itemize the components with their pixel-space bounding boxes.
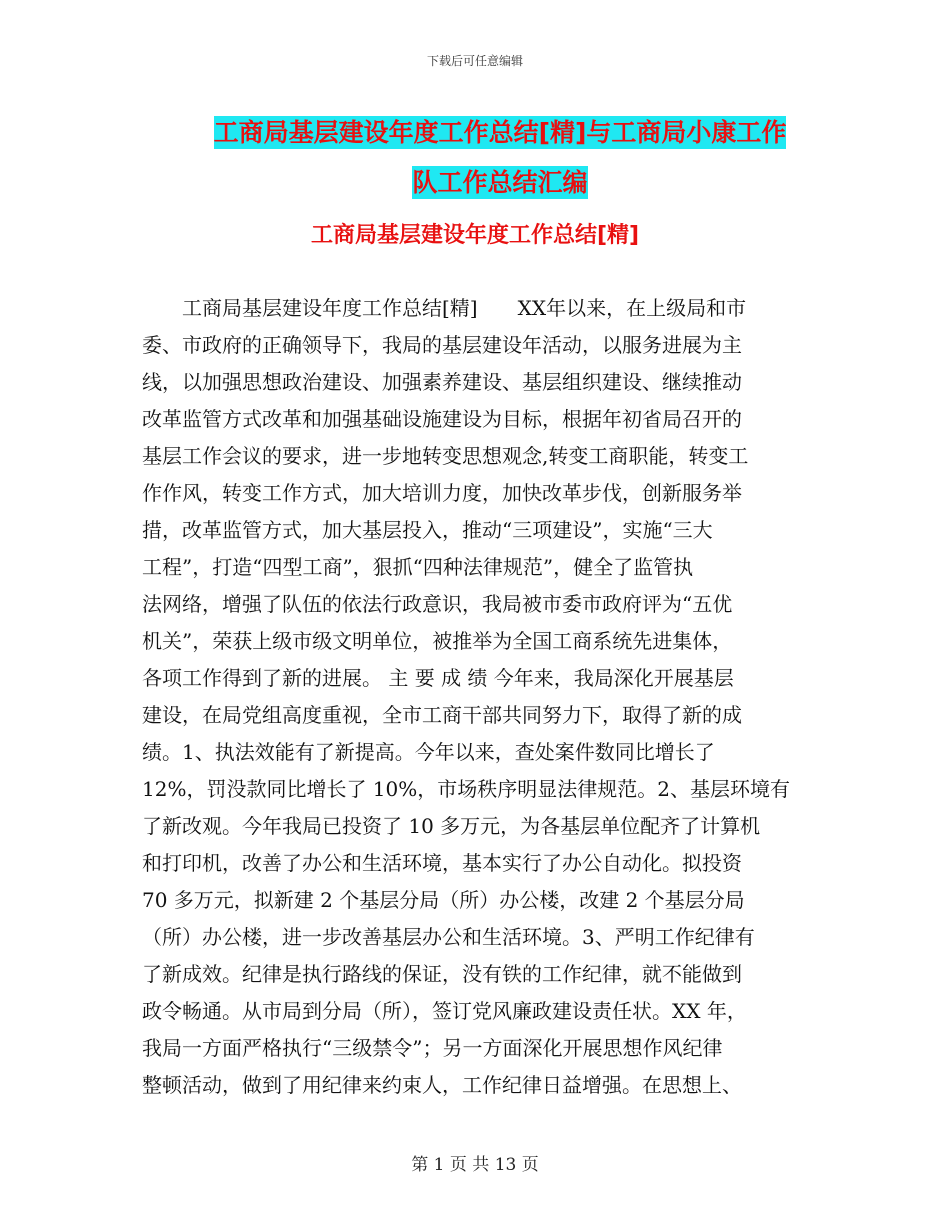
body-line: 70 多万元，拟新建 2 个基层分局（所）办公楼，改建 2 个基层分局 xyxy=(142,888,745,912)
body-paragraph xyxy=(142,290,814,1104)
section-title: 工商局基层建设年度工作总结[精] xyxy=(310,223,640,248)
page-footer: 第 1 页 共 13 页 xyxy=(411,1155,539,1175)
header-note: 下载后可任意编辑 xyxy=(426,54,523,68)
body-line: 线，以加强思想政治建设、加强素养建设、基层组织建设、继续推动 xyxy=(142,370,742,394)
body-line: 绩。1、执法效能有了新提高。今年以来，查处案件数同比增长了 xyxy=(142,740,715,764)
body-line: 了新改观。今年我局已投资了 10 多万元，为各基层单位配齐了计算机 xyxy=(142,814,761,838)
body-line: 和打印机，改善了办公和生活环境，基本实行了办公自动化。拟投资 xyxy=(142,851,742,875)
body-line: 工程”，打造“四型工商”，狠抓“四种法律规范”，健全了监管执 xyxy=(142,555,694,579)
body-line: 12%，罚没款同比增长了 10%，市场秩序明显法律规范。2、基层环境有 xyxy=(142,777,790,801)
body-line: 建设，在局党组高度重视，全市工商干部共同努力下，取得了新的成 xyxy=(142,703,742,727)
body-line: 改革监管方式改革和加强基础设施建设为目标，根据年初省局召开的 xyxy=(142,407,742,431)
body-line: 整顿活动，做到了用纪律来约束人，工作纪律日益增强。在思想上、 xyxy=(142,1073,742,1097)
document-title-line-1: 工商局基层建设年度工作总结[精]与工商局小康工作 xyxy=(213,118,787,147)
body-line: 委、市政府的正确领导下，我局的基层建设年活动，以服务进展为主 xyxy=(142,333,742,357)
body-line: 工商局基层建设年度工作总结[精] XX年以来，在上级局和市 xyxy=(142,296,747,320)
body-line: 政令畅通。从市局到分局（所），签订党风廉政建设责任状。XX 年， xyxy=(142,999,747,1023)
body-line: 措，改革监管方式，加大基层投入，推动“三项建设”，实施“三大 xyxy=(142,518,713,542)
body-line: 作作风，转变工作方式，加大培训力度，加快改革步伐，创新服务举 xyxy=(142,481,742,505)
body-line: 法网络，增强了队伍的依法行政意识，我局被市委市政府评为“五优 xyxy=(142,592,733,616)
body-line: 了新成效。纪律是执行路线的保证，没有铁的工作纪律，就不能做到 xyxy=(142,962,742,986)
body-line: 各项工作得到了新的进展。 主 要 成 绩 今年来，我局深化开展基层 xyxy=(142,666,734,690)
body-line: （所）办公楼，进一步改善基层办公和生活环境。3、严明工作纪律有 xyxy=(142,925,755,949)
document-title xyxy=(140,108,860,208)
body-line: 机关”，荣获上级市级文明单位，被推举为全国工商系统先进集体， xyxy=(142,629,733,653)
body-line: 基层工作会议的要求，进一步地转变思想观念,转变工商职能，转变工 xyxy=(142,444,749,468)
document-title-line-2: 队工作总结汇编 xyxy=(412,168,588,197)
body-line: 我局一方面严格执行“三级禁令”；另一方面深化开展思想作风纪律 xyxy=(142,1036,723,1060)
